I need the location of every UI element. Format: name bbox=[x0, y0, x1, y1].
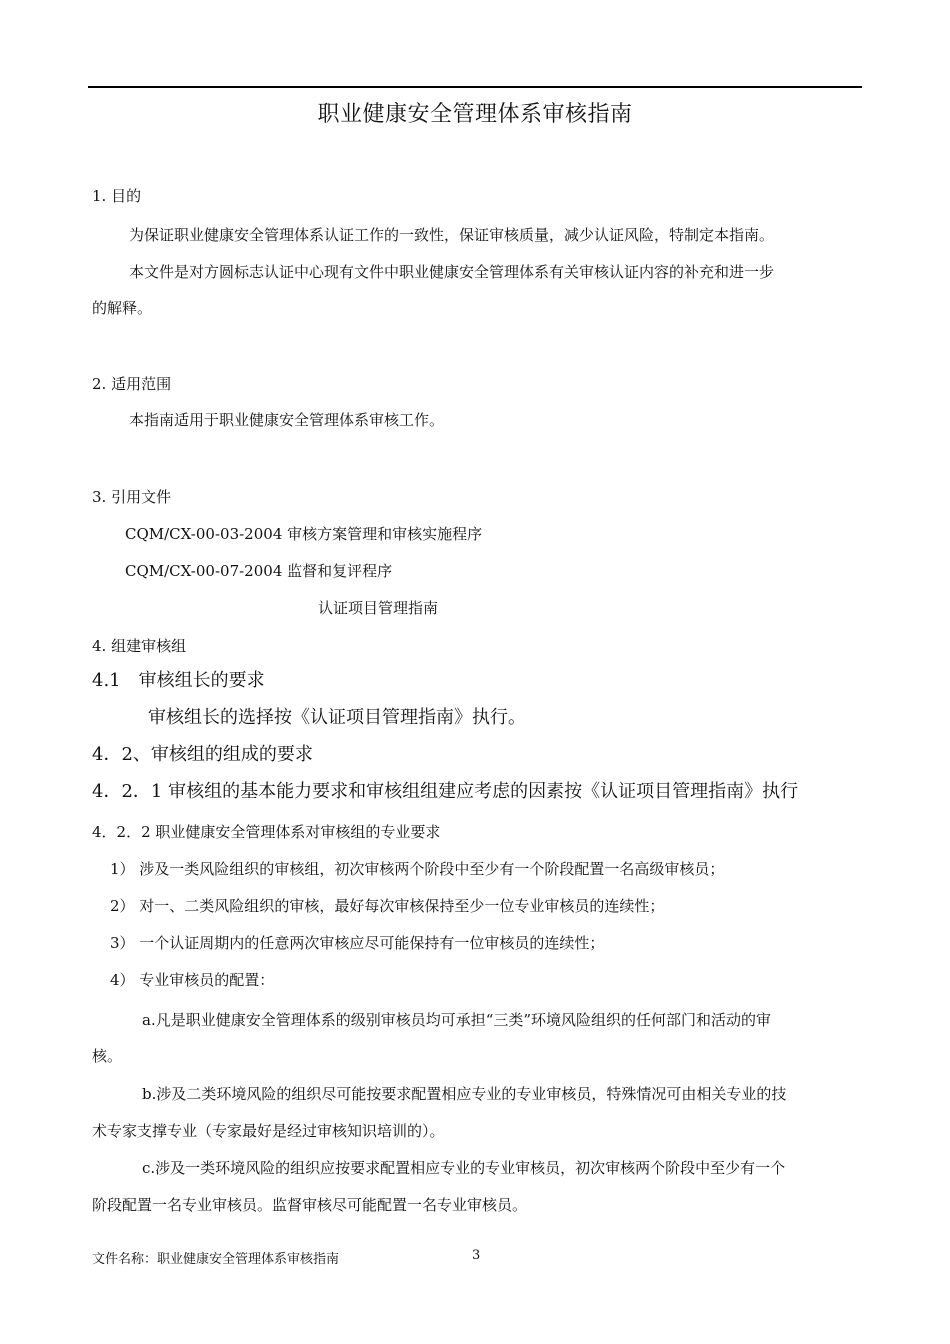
subsection-4-2-1: 4．2．1 审核组的基本能力要求和审核组组建应考虑的因素按《认证项目管理指南》执行 bbox=[92, 781, 799, 802]
reference-item: CQM/CX-00-07-2004 监督和复评程序 bbox=[125, 562, 393, 580]
paragraph-line: 为保证职业健康安全管理体系认证工作的一致性，保证审核质量，减少认证风险，特制定本指南。 bbox=[129, 226, 775, 244]
document-title: 职业健康安全管理体系审核指南 bbox=[317, 102, 633, 127]
header-rule bbox=[88, 86, 862, 88]
sub-item-a: a.凡是职业健康安全管理体系的级别审核员均可承担“三类”环境风险组织的任何部门和活动的审 bbox=[142, 1011, 772, 1029]
sub-item-c: c.涉及一类环境风险的组织应按要求配置相应专业的专业审核员，初次审核两个阶段中至少有一个 bbox=[142, 1159, 786, 1177]
paragraph-line: 审核组长的选择按《认证项目管理指南》执行。 bbox=[148, 707, 526, 728]
section-4-heading: 4. 组建审核组 bbox=[92, 637, 187, 655]
list-item: 4） 专业审核员的配置： bbox=[110, 971, 275, 989]
paragraph-line: 术专家支撑专业（专家最好是经过审核知识培训的）。 bbox=[92, 1122, 445, 1140]
reference-item: CQM/CX-00-03-2004 审核方案管理和审核实施程序 bbox=[125, 525, 483, 543]
paragraph-line: 本指南适用于职业健康安全管理体系审核工作。 bbox=[129, 411, 445, 429]
list-item: 2） 对一、二类风险组织的审核，最好每次审核保持至少一位专业审核员的连续性； bbox=[110, 897, 665, 915]
section-1-heading: 1. 目的 bbox=[92, 187, 142, 205]
paragraph-line: 的解释。 bbox=[92, 299, 153, 317]
reference-item: 认证项目管理指南 bbox=[318, 599, 439, 617]
section-2-heading: 2. 适用范围 bbox=[92, 375, 172, 393]
footer-file-name: 文件名称：职业健康安全管理体系审核指南 bbox=[92, 1252, 340, 1267]
paragraph-line: 阶段配置一名专业审核员。监督审核尽可能配置一名专业审核员。 bbox=[92, 1196, 528, 1214]
sub-item-b: b.涉及二类环境风险的组织尽可能按要求配置相应专业的专业审核员，特殊情况可由相关专业的技 bbox=[142, 1085, 787, 1103]
list-item: 3） 一个认证周期内的任意两次审核应尽可能保持有一位审核员的连续性； bbox=[110, 934, 605, 952]
list-item: 1） 涉及一类风险组织的审核组，初次审核两个阶段中至少有一个阶段配置一名高级审核员； bbox=[110, 860, 725, 878]
subsection-4-2-heading: 4．2、审核组的组成的要求 bbox=[92, 744, 313, 765]
section-3-heading: 3. 引用文件 bbox=[92, 488, 172, 506]
paragraph-line: 本文件是对方圆标志认证中心现有文件中职业健康安全管理体系有关审核认证内容的补充和进一步 bbox=[129, 263, 775, 281]
subsection-4-2-2-heading: 4．2．2 职业健康安全管理体系对审核组的专业要求 bbox=[92, 823, 441, 841]
footer-page-number: 3 bbox=[472, 1248, 481, 1263]
subsection-4-1-heading: 4.1 审核组长的要求 bbox=[92, 670, 265, 691]
paragraph-line: 核。 bbox=[92, 1047, 123, 1065]
